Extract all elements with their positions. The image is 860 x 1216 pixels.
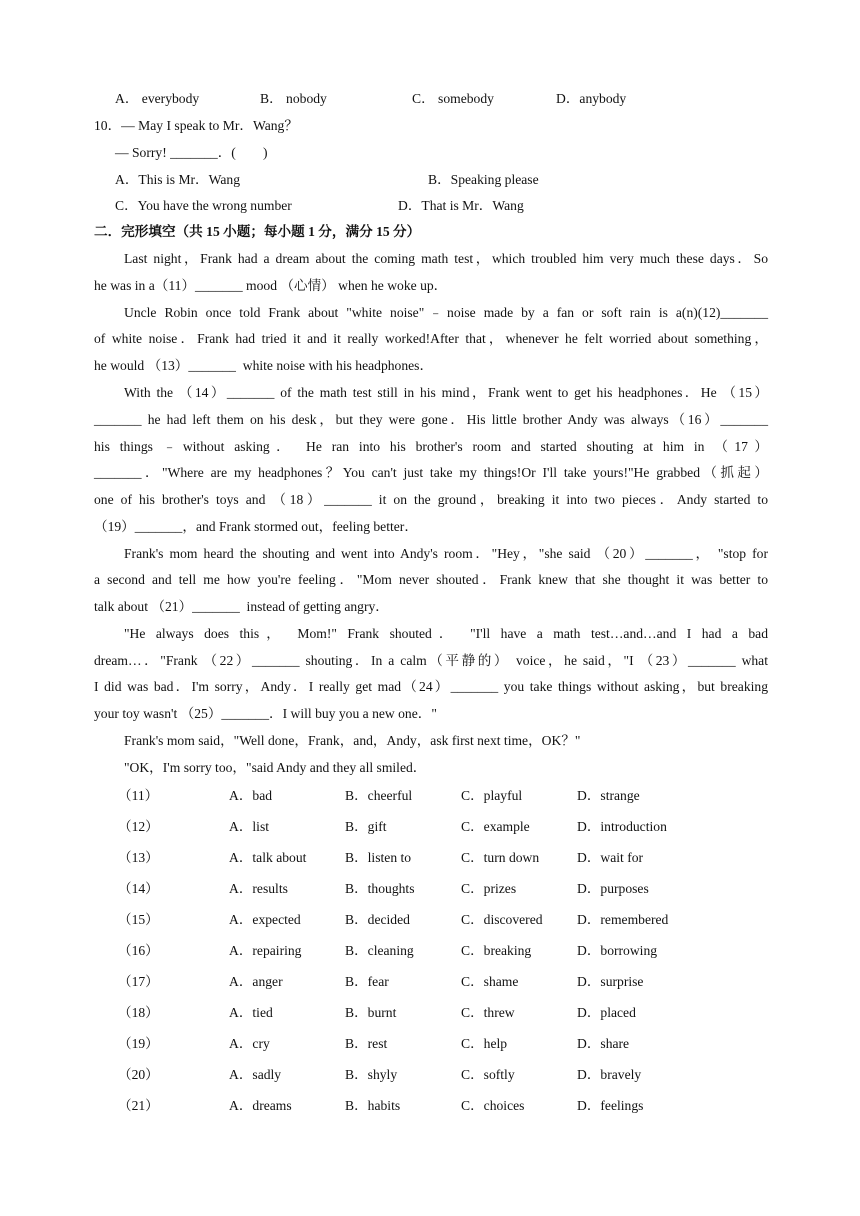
choice-option-c: C．playful bbox=[461, 788, 523, 803]
choice-option-d: D．wait for bbox=[577, 850, 644, 865]
choice-row bbox=[0, 1004, 860, 1024]
choice-option-a: A．talk about bbox=[229, 850, 307, 865]
passage-line: of white noise．Frank had tried it and it really worked!After that，whenever he felt worried about something， bbox=[94, 331, 768, 346]
passage-line: _______ he had left them on his desk，but they were gone．His little brother Andy was always（16）_______ bbox=[94, 412, 768, 427]
choice-option-d: D．feelings bbox=[577, 1098, 644, 1113]
choice-option-a: A．anger bbox=[229, 974, 283, 989]
choice-option-a: A．expected bbox=[229, 912, 301, 927]
choice-option-a: A．bad bbox=[229, 788, 273, 803]
passage-line: his things ﹣without asking． He ran into his brother's room and started shouting at him in （17） bbox=[94, 439, 768, 454]
choice-row bbox=[0, 1097, 860, 1117]
choice-option-b: B．rest bbox=[345, 1036, 388, 1051]
passage-line: talk about （21）_______ instead of getting angry． bbox=[94, 599, 389, 614]
choice-row bbox=[0, 880, 860, 900]
choice-option-b: B．gift bbox=[345, 819, 387, 834]
q9-option-c: C． somebody bbox=[412, 91, 494, 106]
choice-row bbox=[0, 787, 860, 807]
q9-option-a: A． everybody bbox=[115, 91, 200, 106]
choice-option-d: D．purposes bbox=[577, 881, 649, 896]
passage-line: Frank's mom heard the shouting and went into Andy's room．"Hey，"she said （20）_______， "stop for bbox=[124, 546, 768, 561]
q9-option-d: D．anybody bbox=[556, 91, 627, 106]
choice-option-c: C．prizes bbox=[461, 881, 517, 896]
choice-option-c: C．shame bbox=[461, 974, 519, 989]
choice-option-d: D．introduction bbox=[577, 819, 667, 834]
choice-number: （21） bbox=[118, 1098, 159, 1113]
choice-number: （15） bbox=[118, 912, 159, 927]
q10-reply: — Sorry! _______．( ) bbox=[115, 145, 268, 160]
choice-row bbox=[0, 911, 860, 931]
q10-option-c: C．You have the wrong number bbox=[115, 198, 292, 213]
passage-line: a second and tell me how you're feeling．"Mom never shouted．Frank knew that she thought it was better to bbox=[94, 572, 768, 587]
choice-option-d: D．placed bbox=[577, 1005, 636, 1020]
q10-stem: 10．— May I speak to Mr．Wang？ bbox=[94, 118, 298, 133]
choice-option-b: B．fear bbox=[345, 974, 389, 989]
choice-option-a: A．repairing bbox=[229, 943, 302, 958]
choice-number: （17） bbox=[118, 974, 159, 989]
choice-option-c: C．choices bbox=[461, 1098, 525, 1113]
choice-option-c: C．threw bbox=[461, 1005, 515, 1020]
passage-line: I did was bad．I'm sorry，Andy．I really get mad（24）_______ you take things without asking，but breaking bbox=[94, 679, 768, 694]
choice-option-b: B．burnt bbox=[345, 1005, 397, 1020]
choice-option-a: A．list bbox=[229, 819, 270, 834]
choice-option-a: A．sadly bbox=[229, 1067, 282, 1082]
choice-option-d: D．surprise bbox=[577, 974, 644, 989]
choice-number: （11） bbox=[118, 788, 159, 803]
q9-option-b: B． nobody bbox=[260, 91, 327, 106]
choice-option-b: B．cheerful bbox=[345, 788, 413, 803]
choice-number: （20） bbox=[118, 1067, 159, 1082]
choice-option-b: B．listen to bbox=[345, 850, 412, 865]
passage-line: he was in a（11）_______ mood （心情） when he woke up． bbox=[94, 278, 448, 293]
choice-option-d: D．strange bbox=[577, 788, 640, 803]
choice-option-a: A．cry bbox=[229, 1036, 270, 1051]
choice-option-c: C．discovered bbox=[461, 912, 543, 927]
passage-line: he would （13）_______ white noise with his headphones． bbox=[94, 358, 434, 373]
passage-line: Frank's mom said，"Well done，Frank，and，Andy，ask first next time，OK？" bbox=[124, 733, 581, 748]
choice-option-c: C．example bbox=[461, 819, 530, 834]
choice-option-b: B．decided bbox=[345, 912, 410, 927]
q10-option-b: B．Speaking please bbox=[428, 172, 539, 187]
choice-option-c: C．turn down bbox=[461, 850, 540, 865]
choice-row bbox=[0, 942, 860, 962]
choice-option-c: C．breaking bbox=[461, 943, 532, 958]
choice-row bbox=[0, 818, 860, 838]
choice-number: （19） bbox=[118, 1036, 159, 1051]
passage-line: one of his brother's toys and （18）_______ it on the ground，breaking it into two pieces．Andy started to bbox=[94, 492, 768, 507]
section-2-title: 二．完形填空（共 15 小题；每小题 1 分，满分 15 分） bbox=[94, 224, 421, 239]
choice-number: （14） bbox=[118, 881, 159, 896]
passage-line: "OK，I'm sorry too，"said Andy and they all smiled． bbox=[124, 760, 427, 775]
choice-option-d: D．remembered bbox=[577, 912, 669, 927]
choice-row bbox=[0, 1066, 860, 1086]
passage-line: _______．"Where are my headphones？You can't just take my things!Or I'll take yours!"He grabbed（抓起） bbox=[94, 465, 768, 480]
choice-number: （18） bbox=[118, 1005, 159, 1020]
choice-option-b: B．shyly bbox=[345, 1067, 398, 1082]
passage-line: （19）_______，and Frank stormed out，feeling better． bbox=[94, 519, 418, 534]
choice-option-d: D．bravely bbox=[577, 1067, 642, 1082]
choice-option-c: C．help bbox=[461, 1036, 508, 1051]
choice-option-d: D．share bbox=[577, 1036, 630, 1051]
q10-option-a: A．This is Mr．Wang bbox=[115, 172, 241, 187]
choice-row bbox=[0, 973, 860, 993]
choice-row bbox=[0, 1035, 860, 1055]
choice-number: （16） bbox=[118, 943, 159, 958]
choice-option-a: A．tied bbox=[229, 1005, 273, 1020]
passage-line: "He always does this， Mom!" Frank shouted． "I'll have a math test…and…and I had a bad bbox=[124, 626, 768, 641]
choice-option-c: C．softly bbox=[461, 1067, 515, 1082]
choice-option-b: B．habits bbox=[345, 1098, 401, 1113]
passage-line: Last night，Frank had a dream about the coming math test，which troubled him very much these days．So bbox=[124, 251, 768, 266]
choice-number: （12） bbox=[118, 819, 159, 834]
passage-line: your toy wasn't （25）_______．I will buy you a new one．" bbox=[94, 706, 437, 721]
choice-option-b: B．thoughts bbox=[345, 881, 415, 896]
q10-option-d: D．That is Mr．Wang bbox=[398, 198, 524, 213]
passage-line: With the （14）_______ of the math test still in his mind，Frank went to get his headphones．He （15） bbox=[124, 385, 768, 400]
choice-number: （13） bbox=[118, 850, 159, 865]
choice-option-a: A．dreams bbox=[229, 1098, 292, 1113]
choice-option-a: A．results bbox=[229, 881, 288, 896]
choice-option-b: B．cleaning bbox=[345, 943, 414, 958]
passage-line: dream…．"Frank （22）_______ shouting．In a calm（平静的） voice，he said，"I （23）_______ what bbox=[94, 653, 768, 668]
choice-option-d: D．borrowing bbox=[577, 943, 658, 958]
choice-row bbox=[0, 849, 860, 869]
passage-line: Uncle Robin once told Frank about "white noise"﹣noise made by a fan or soft rain is a(n)(12)_______ bbox=[124, 305, 768, 320]
